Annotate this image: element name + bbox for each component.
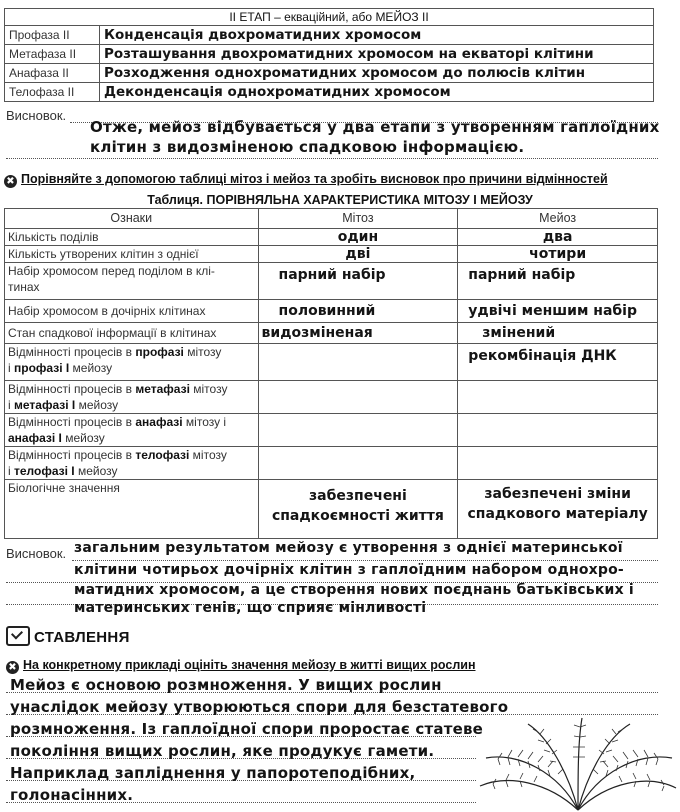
meiosis-cell: удвiчi меншим набiр bbox=[458, 300, 658, 323]
answer-text-line: поколiння вищих рослин, яке продукує гамети. bbox=[10, 742, 435, 760]
conclusion-text-line: Отже, мейоз вiдбувається у два етапи з утворенням гаплоїдних bbox=[90, 118, 660, 136]
table-row bbox=[5, 480, 658, 539]
table-header-row bbox=[5, 209, 658, 229]
meiosis-cell: два bbox=[458, 229, 658, 246]
mitosis-cell: один bbox=[258, 229, 458, 246]
sign-bold: метафазi bbox=[135, 382, 190, 396]
table-row bbox=[5, 83, 654, 102]
sign-bold: профазi I bbox=[14, 361, 70, 375]
sign-cell bbox=[5, 381, 259, 414]
section-heading bbox=[6, 626, 130, 646]
sign-text: мiтозу bbox=[183, 345, 222, 359]
sign-text: мейозу bbox=[61, 431, 105, 445]
mitosis-cell bbox=[258, 381, 458, 414]
sign-text: мiтозу i bbox=[182, 415, 227, 429]
mitosis-cell bbox=[258, 344, 458, 381]
meiosis-text: спадкового матерiалу bbox=[467, 506, 648, 522]
conclusion-text-line: матидних хромосом, а це створення нових поєднань батькiвських i bbox=[74, 582, 634, 598]
mitosis-text: спадкоємностi життя bbox=[271, 508, 444, 524]
meiosis-cell: парний набiр bbox=[458, 263, 658, 300]
meiosis-ii-table bbox=[4, 8, 654, 102]
conclusion-text-line: загальним результатом мейозу є утворення з однiєї материнської bbox=[74, 540, 623, 556]
phase-answer: Деконденсацiя однохроматидних хромосом bbox=[100, 83, 654, 102]
sign-cell bbox=[5, 414, 259, 447]
sign-text: Вiдмiнностi процесiв в bbox=[8, 448, 136, 462]
section-title: СТАВЛЕННЯ bbox=[34, 629, 130, 646]
sign-text: Вiдмiнностi процесiв в bbox=[8, 415, 136, 429]
sign-bold: анафазi I bbox=[8, 431, 62, 445]
meiosis-ii-header: II ЕТАП – еквацiйний, або МЕЙОЗ II bbox=[5, 9, 654, 26]
task-compare bbox=[4, 172, 664, 188]
sign-text: мейозу bbox=[69, 361, 113, 375]
table-row bbox=[5, 229, 658, 246]
answer-text-line: розмноження. Iз гаплоїдної спори проростає статеве bbox=[10, 720, 484, 738]
mitosis-cell: половинний bbox=[258, 300, 458, 323]
header-mitosis: Мiтоз bbox=[258, 209, 458, 229]
dotted-line bbox=[72, 560, 658, 561]
meiosis-cell bbox=[458, 447, 658, 480]
meiosis-cell bbox=[458, 480, 658, 539]
sign-cell bbox=[5, 263, 259, 300]
sign-cell: Кiлькiсть подiлiв bbox=[5, 229, 259, 246]
conclusion-text-line: клiтин з видозмiненою спадковою iнформацiєю. bbox=[90, 138, 525, 156]
conclusion-text-line: материнських генiв, що сприяє мiнливостi bbox=[74, 600, 427, 616]
sign-text: мейозу bbox=[74, 464, 118, 478]
table-row bbox=[5, 64, 654, 83]
table-row bbox=[5, 414, 658, 447]
phase-label: Телофаза II bbox=[5, 83, 100, 102]
table-row bbox=[5, 381, 658, 414]
task-evaluate bbox=[6, 658, 476, 674]
phase-label: Метафаза II bbox=[5, 45, 100, 64]
table-row bbox=[5, 447, 658, 480]
sign-text: мiтозу bbox=[189, 382, 228, 396]
table-row bbox=[5, 300, 658, 323]
conclusion-label: Висновок. bbox=[6, 108, 67, 123]
meiosis-cell: чотири bbox=[458, 246, 658, 263]
header-sign: Ознаки bbox=[5, 209, 259, 229]
sign-text: Набiр хромосом перед подiлом в клi- bbox=[8, 264, 215, 278]
sign-text: i bbox=[8, 464, 14, 478]
task-cross-icon: ✖ bbox=[4, 175, 17, 188]
table-row bbox=[5, 246, 658, 263]
sign-text: i bbox=[8, 361, 14, 375]
sign-cell bbox=[5, 447, 259, 480]
mitosis-cell bbox=[258, 480, 458, 539]
sign-cell: Набiр хромосом в дочiрнiх клiтинах bbox=[5, 300, 259, 323]
meiosis-cell: рекомбiнацiя ДНК bbox=[458, 344, 658, 381]
sign-cell bbox=[5, 344, 259, 381]
task-text: Порiвняйте з допомогою таблицi мiтоз i мейоз та зробiть висновок про причини вiдмiнностей bbox=[21, 172, 608, 186]
comparison-table bbox=[4, 208, 658, 539]
table-row bbox=[5, 344, 658, 381]
sign-text: Вiдмiнностi процесiв в bbox=[8, 345, 136, 359]
sign-text: мейозу bbox=[75, 398, 119, 412]
sign-text: мiтозу bbox=[189, 448, 227, 462]
phase-label: Анафаза II bbox=[5, 64, 100, 83]
meiosis-cell: змiнений bbox=[458, 323, 658, 344]
sign-bold: анафазi bbox=[135, 415, 183, 429]
header-meiosis: Мейоз bbox=[458, 209, 658, 229]
table-caption: Таблиця. ПОРIВНЯЛЬНА ХАРАКТЕРИСТИКА МIТОЗУ I МЕЙОЗУ bbox=[147, 193, 533, 207]
sign-cell: Стан спадкової iнформацiї в клiтинах bbox=[5, 323, 259, 344]
mitosis-cell bbox=[258, 447, 458, 480]
conclusion-text-line: клiтини чотирьох дочiрнiх клiтин з гаплоїдним набором однохро- bbox=[74, 562, 624, 578]
attitude-icon bbox=[6, 626, 30, 646]
phase-answer: Конденсацiя двохроматидних хромосом bbox=[100, 26, 654, 45]
sign-text: i bbox=[8, 398, 14, 412]
table-row bbox=[5, 323, 658, 344]
phase-answer: Розходження однохроматидних хромосом до полюсiв клiтин bbox=[100, 64, 654, 83]
sign-cell: Бiологiчне значення bbox=[5, 480, 259, 539]
answer-text-line: Мейоз є основою розмноження. У вищих рослин bbox=[10, 676, 442, 694]
answer-text-line: Наприклад заплiднення у папоротеподiбних, bbox=[10, 764, 416, 782]
table-row bbox=[5, 26, 654, 45]
task-text: На конкретному прикладi оцiнiть значення мейозу в життi вищих рослин bbox=[23, 658, 476, 672]
mitosis-cell: видозмiненая bbox=[258, 323, 458, 344]
sign-bold: метафазi I bbox=[14, 398, 76, 412]
phase-label: Профаза II bbox=[5, 26, 100, 45]
sign-bold: профазi bbox=[135, 345, 184, 359]
meiosis-cell bbox=[458, 414, 658, 447]
table-row bbox=[5, 45, 654, 64]
sign-bold: телофазi I bbox=[14, 464, 75, 478]
mitosis-cell: двi bbox=[258, 246, 458, 263]
fern-illustration-icon bbox=[478, 712, 678, 812]
sign-text: Вiдмiнностi процесiв в bbox=[8, 382, 136, 396]
phase-answer: Розташування двохроматидних хромосом на екваторi клiтини bbox=[100, 45, 654, 64]
sign-bold: телофазi bbox=[135, 448, 190, 462]
mitosis-cell: парний набiр bbox=[258, 263, 458, 300]
dotted-line bbox=[6, 158, 658, 159]
sign-text: тинах bbox=[8, 280, 40, 294]
answer-text-line: голонасiнних. bbox=[10, 786, 134, 804]
answer-text-line: унаслiдок мейозу утворюються спори для безстатевого bbox=[10, 698, 509, 716]
table-row bbox=[5, 263, 658, 300]
mitosis-text: забезпеченi bbox=[309, 488, 407, 504]
meiosis-cell bbox=[458, 381, 658, 414]
task-cross-icon: ✖ bbox=[6, 661, 19, 674]
conclusion-label: Висновок. bbox=[6, 546, 67, 561]
sign-cell: Кiлькiсть утворених клiтин з однiєї bbox=[5, 246, 259, 263]
mitosis-cell bbox=[258, 414, 458, 447]
meiosis-text: забезпеченi змiни bbox=[484, 486, 631, 502]
